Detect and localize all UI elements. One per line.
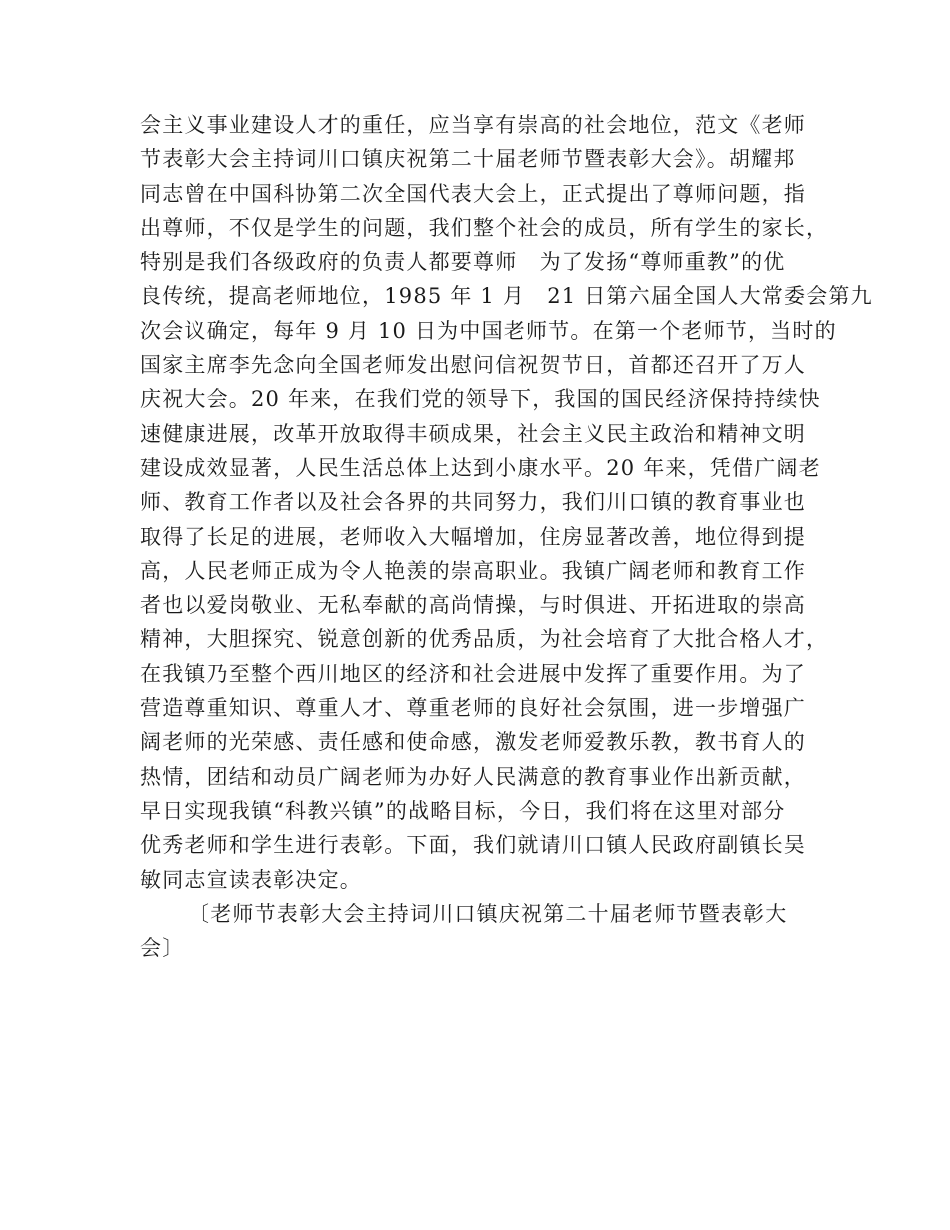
text-line: 国家主席李先念向全国老师发出慰问信祝贺节日，首都还召开了万人 [140,353,806,378]
text-line: 敏同志宣读表彰决定。 [140,867,362,892]
source-note-line: 会〕 [140,936,185,961]
text-line: 阔老师的光荣感、责任感和使命感，激发老师爱教乐教，教书育人的 [140,730,806,755]
text-line: 早日实现我镇“科教兴镇”的战略目标，今日，我们将在这里对部分 [140,798,786,823]
source-note-line: 〔老师节表彰大会主持词川口镇庆祝第二十届老师节暨表彰大 [188,901,788,926]
text-line: 高，人民老师正成为令人艳羡的崇高职业。我镇广阔老师和教育工作 [140,558,806,583]
text-line: 特别是我们各级政府的负责人都要尊师 为了发扬“尊师重教”的优 [140,250,786,275]
text-line: 建设成效显著，人民生活总体上达到小康水平。20 年来，凭借广阔老 [140,455,821,480]
text-line: 精神，大胆探究、锐意创新的优秀品质，为社会培育了大批合格人才， [140,627,829,652]
text-line: 取得了长足的进展，老师收入大幅增加，住房显著改善，地位得到提 [140,524,806,549]
text-line: 师、教育工作者以及社会各界的共同努力，我们川口镇的教育事业也 [140,490,806,515]
text-line: 营造尊重知识、尊重人才、尊重老师的良好社会氛围，进一步增强广 [140,696,806,721]
text-line: 热情，团结和动员广阔老师为办好人民满意的教育事业作出新贡献， [140,764,806,789]
text-line: 庆祝大会。20 年来，在我们党的领导下，我国的国民经济保持持续快 [140,387,821,412]
text-line: 次会议确定，每年 9 月 10 日为中国老师节。在第一个老师节，当时的 [140,318,837,343]
text-line: 速健康进展，改革开放取得丰硕成果，社会主义民主政治和精神文明 [140,421,806,446]
text-line: 良传统，提高老师地位，1985 年 1 月 21 日第六届全国人大常委会第九 [140,284,873,309]
text-line: 同志曾在中国科协第二次全国代表大会上，正式提出了尊师问题，指 [140,181,806,206]
text-line: 会主义事业建设人才的重任，应当享有崇高的社会地位，范文《老师 [140,113,806,137]
text-line: 者也以爱岗敬业、无私奉献的高尚情操，与时俱进、开拓进取的崇高 [140,593,806,618]
text-line: 在我镇乃至整个西川地区的经济和社会进展中发挥了重要作用。为了 [140,661,806,686]
document-body [140,108,873,965]
text-line: 节表彰大会主持词川口镇庆祝第二十届老师节暨表彰大会》。胡耀邦 [140,147,796,172]
text-line: 优秀老师和学生进行表彰。下面，我们就请川口镇人民政府副镇长吴 [140,833,806,858]
text-line: 出尊师，不仅是学生的问题，我们整个社会的成员，所有学生的家长， [140,215,829,240]
